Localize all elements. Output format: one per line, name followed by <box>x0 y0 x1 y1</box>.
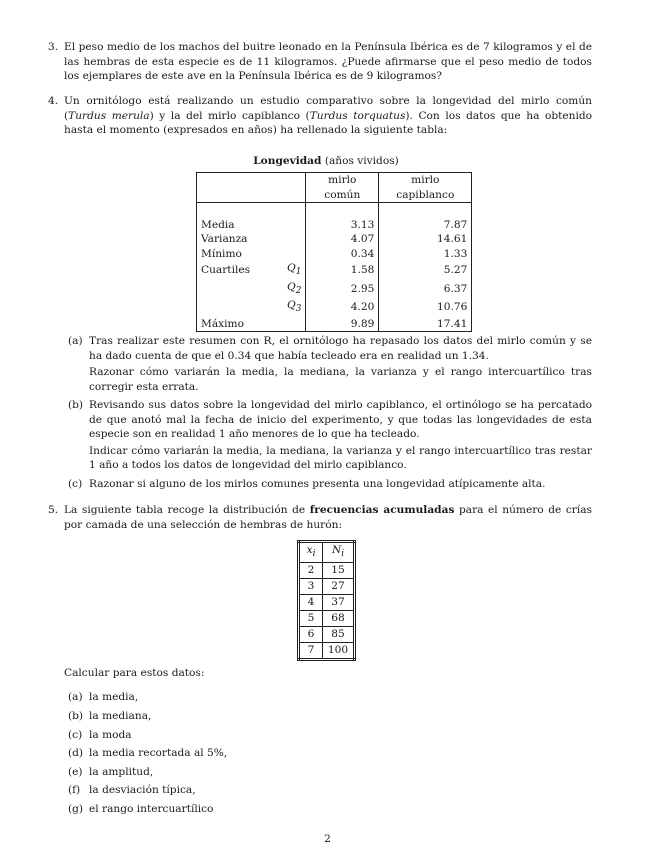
longevity-table <box>196 172 472 332</box>
list-item: (c) la moda <box>68 729 132 741</box>
list-item: (b) la mediana, <box>68 710 152 722</box>
problem-text: La siguiente tabla recoge la distribución de frecuencias acumuladas para el número de crías por camada de una selección de hembras de hurón: <box>64 504 592 531</box>
species-name: Turdus torquatus <box>309 109 406 122</box>
column-header: mirlo capiblanco <box>379 173 472 203</box>
table-row: Media 3.13 7.87 <box>197 218 472 233</box>
list-item: (e) la amplitud, <box>68 766 154 778</box>
table-row: 4 37 <box>299 595 355 611</box>
table-header-row: $x_i$ $N_i$ <box>299 542 355 563</box>
column-header: mirlo común <box>306 173 379 203</box>
table-row: Máximo 9.89 17.41 <box>197 317 472 332</box>
subquestion-a: (a) Tras realizar este resumen con R, el ornitólogo ha repasado los datos del mirlo común y se ha dado cuenta de que el 0.34 que había tecleado era en realidad un 1.34. Razonar cómo variarán la media, la mediana, la varianza y el rango intercuartílico tras corregir esta errata. <box>68 335 592 393</box>
problem-5 <box>48 503 592 532</box>
problem-3 <box>48 40 592 84</box>
problem-number: 4. <box>48 95 59 107</box>
table-row: 2 15 <box>299 563 355 579</box>
table-row: Cuartiles $Q_1$ 1.58 5.27 <box>197 261 472 280</box>
table-row: 3 27 <box>299 579 355 595</box>
table-row: 7 100 <box>299 643 355 660</box>
table-title: Longevidad (años vividos) <box>253 155 399 167</box>
table-row: 6 85 <box>299 627 355 643</box>
list-item: (a) la media, <box>68 691 139 703</box>
table-row: $Q_2$ 2.95 6.37 <box>197 280 472 299</box>
problem-4 <box>48 94 592 138</box>
list-item: (f) la desviación típica, <box>68 784 196 796</box>
calc-intro: Calcular para estos datos: <box>64 667 205 679</box>
table-row: Varianza 4.07 14.61 <box>197 232 472 247</box>
problem-text: Un ornitólogo está realizando un estudio comparativo sobre la longevidad del mirlo común (Turdus merula) y la del mirlo capiblanco (Turdus torquatus). Con los datos que ha obtenido hasta el momento (expresados en años) ha rellenado la siguiente tabla: <box>64 95 593 137</box>
table-row: $Q_3$ 4.20 10.76 <box>197 298 472 317</box>
problem-text: El peso medio de los machos del buitre leonado en la Península Ibérica es de 7 kilogramos y el de las hembras de esta especie es de 11 kilogramos. ¿Puede afirmarse que el peso medio de todos los ejemplares de este ave en la Península Ibérica es de 9 kilogramos? <box>64 41 592 83</box>
subquestion-c: (c) Razonar si alguno de los mirlos comunes presenta una longevidad atípicamente alta. <box>68 478 546 490</box>
table-row: Mínimo 0.34 1.33 <box>197 247 472 262</box>
table-header-row <box>197 173 472 203</box>
list-item: (d) la media recortada al 5%, <box>68 747 228 759</box>
problem-number: 5. <box>48 504 59 516</box>
species-name: Turdus merula <box>68 109 150 122</box>
problem-number: 3. <box>48 41 59 53</box>
table-row: 5 68 <box>299 611 355 627</box>
page-number: 2 <box>324 833 331 845</box>
list-item: (g) el rango intercuartílico <box>68 803 214 815</box>
subquestion-b: (b) Revisando sus datos sobre la longevidad del mirlo capiblanco, el ortinólogo se ha percatado de que anotó mal la fecha de inicio del experimento, y que todas las longevidades de esta especie son en realidad 1 año menores de lo que ha tecleado. Indicar cómo variarán la media, la mediana, la varianza y el rango intercuartílico tras restar 1 año a todos los datos de longevidad del mirlo capiblanco. <box>68 399 592 472</box>
frequency-table <box>297 540 356 661</box>
